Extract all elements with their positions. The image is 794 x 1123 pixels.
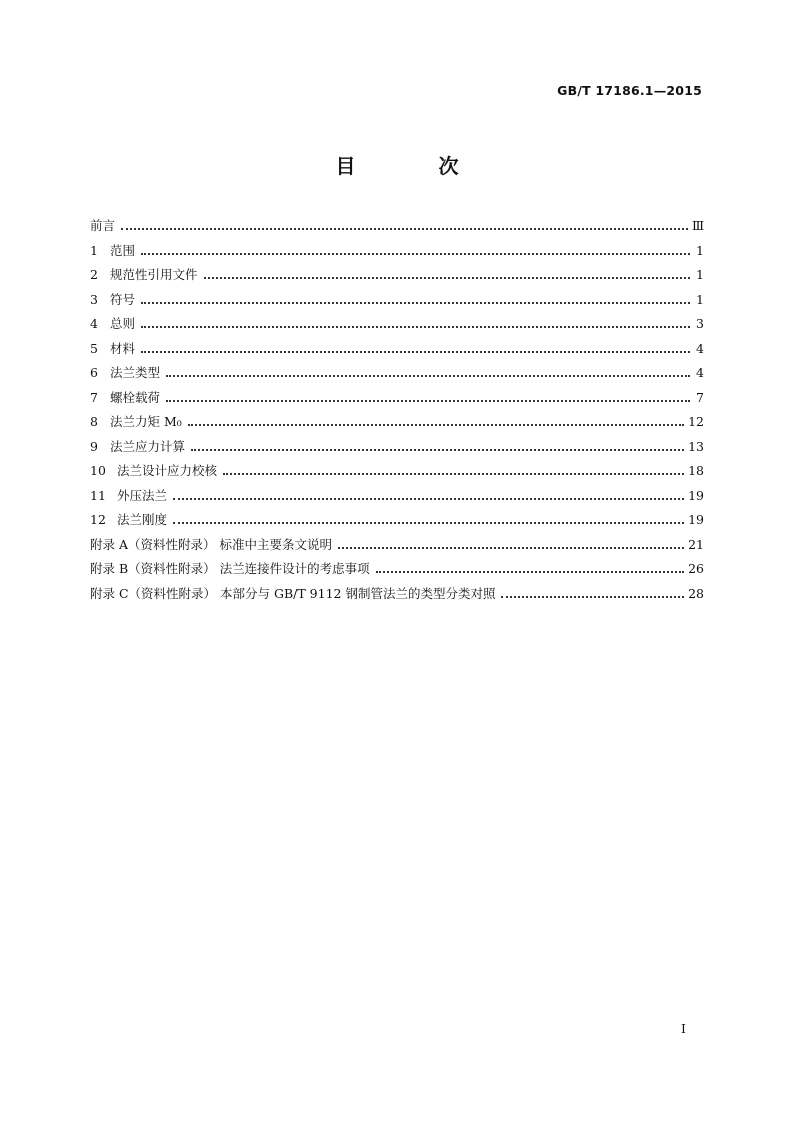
toc-section-number: 2 <box>90 267 98 282</box>
toc-label: 范围 <box>110 242 136 258</box>
toc-label: 规范性引用文件 <box>110 267 198 282</box>
toc-entry-foreword[interactable] <box>90 214 704 239</box>
toc-entry-symbols[interactable] <box>90 288 704 313</box>
toc-leader <box>338 535 684 549</box>
toc-leader <box>173 510 684 524</box>
toc-label: 附录 B（资料性附录） 法兰连接件设计的考虑事项 <box>90 561 370 576</box>
toc-page-number: 26 <box>688 561 704 576</box>
toc-page-number: 19 <box>688 512 704 527</box>
toc-page-number: 21 <box>688 536 704 552</box>
toc-section-number: 12 <box>90 512 106 527</box>
toc-leader <box>223 461 684 475</box>
toc-leader <box>173 486 684 500</box>
toc-label: 法兰类型 <box>110 365 161 380</box>
toc-entry-design-stress-check[interactable] <box>90 459 704 484</box>
toc-entry-flange-moment[interactable] <box>90 410 704 435</box>
toc-page-number: 18 <box>688 463 704 478</box>
toc-entry-scope[interactable] <box>90 239 704 264</box>
toc-label: 附录 A（资料性附录） 标准中主要条文说明 <box>90 536 332 552</box>
toc-page-number: 1 <box>696 267 704 282</box>
toc-page-number: 7 <box>696 389 704 405</box>
toc-entry-annex-b[interactable] <box>90 557 704 582</box>
toc-section-number: 1 <box>90 242 98 258</box>
toc-section-number: 8 <box>90 414 98 429</box>
toc-page-number: 12 <box>688 414 704 429</box>
toc-entry-annex-a[interactable] <box>90 533 704 558</box>
toc-entry-materials[interactable] <box>90 337 704 362</box>
toc-leader <box>141 290 690 304</box>
toc-leader <box>121 216 688 230</box>
toc-label: 螺栓载荷 <box>110 389 161 405</box>
toc-section-number: 3 <box>90 291 98 307</box>
toc-leader <box>141 241 690 255</box>
toc-label: 法兰设计应力校核 <box>117 463 218 478</box>
toc-section-number: 5 <box>90 340 98 356</box>
toc-label: 外压法兰 <box>117 487 168 503</box>
toc-leader <box>141 314 690 328</box>
toc-leader <box>141 339 690 353</box>
toc-entry-external-pressure-flange[interactable] <box>90 484 704 509</box>
toc-entry-flange-stress-calculation[interactable] <box>90 435 704 460</box>
toc-page-number: Ⅲ <box>691 218 704 233</box>
toc-leader <box>166 363 690 377</box>
toc-label: 法兰力矩 M₀ <box>110 414 182 429</box>
toc-entry-bolt-loads[interactable] <box>90 386 704 411</box>
toc-label: 总则 <box>110 316 136 331</box>
toc-page-number: 4 <box>696 340 704 356</box>
toc-label: 符号 <box>110 291 136 307</box>
standard-code: GB/T 17186.1—2015 <box>557 83 702 98</box>
toc-leader <box>376 559 684 573</box>
toc-entry-annex-c[interactable] <box>90 582 704 607</box>
toc-page-number: 28 <box>688 585 704 601</box>
toc-label: 附录 C（资料性附录） 本部分与 GB/T 9112 钢制管法兰的类型分类对照 <box>90 585 496 601</box>
toc-section-number: 11 <box>90 487 106 503</box>
toc-label: 法兰刚度 <box>117 512 168 527</box>
toc-leader <box>166 388 690 402</box>
toc-page-number: 3 <box>696 316 704 331</box>
toc-entry-flange-types[interactable] <box>90 361 704 386</box>
toc-leader <box>188 412 684 426</box>
toc-section-number: 6 <box>90 365 98 380</box>
toc-page-number: 4 <box>696 365 704 380</box>
toc-label: 材料 <box>110 340 136 356</box>
page-title: 目 次 <box>335 154 497 178</box>
toc-entry-general[interactable] <box>90 312 704 337</box>
toc-leader <box>501 584 684 598</box>
toc-label: 前言 <box>90 218 116 233</box>
toc-section-number: 4 <box>90 316 98 331</box>
toc-label: 法兰应力计算 <box>110 438 186 454</box>
toc-page-number: 1 <box>696 291 704 307</box>
toc-section-number: 9 <box>90 438 98 454</box>
page-number: I <box>681 1021 686 1036</box>
toc-entry-flange-stiffness[interactable] <box>90 508 704 533</box>
toc-page-number: 19 <box>688 487 704 503</box>
toc-leader <box>204 265 690 279</box>
toc-page-number: 1 <box>696 242 704 258</box>
toc-page-number: 13 <box>688 438 704 454</box>
toc-entry-normative-references[interactable] <box>90 263 704 288</box>
toc-leader <box>191 437 684 451</box>
toc-section-number: 7 <box>90 389 98 405</box>
toc-section-number: 10 <box>90 463 106 478</box>
table-of-contents <box>90 214 704 606</box>
